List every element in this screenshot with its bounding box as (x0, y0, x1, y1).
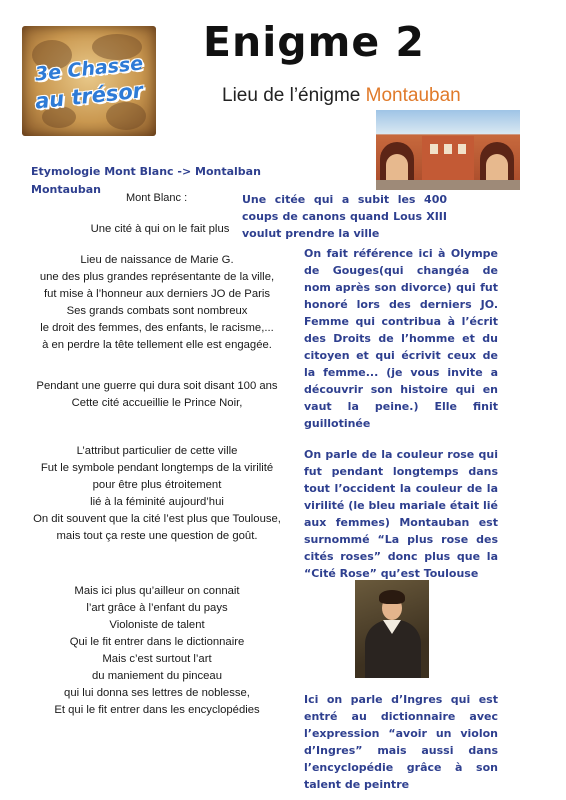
answer-siege: Une citée qui a subit les 400 coups de canons quand Lous XIII voulut prendre la ville (242, 193, 447, 240)
clue-line: Une cité à qui on le fait plus (90, 223, 230, 235)
clue-line: L’attribut particulier de cette ville (76, 445, 238, 457)
clue-block (22, 378, 292, 412)
clue-line: Mais c’est surtout l’art (102, 653, 212, 665)
clue-line: Mais ici plus qu’ailleur on connait (74, 585, 240, 597)
mont-blanc-label: Mont Blanc : (126, 192, 188, 204)
clue-line: Et qui le fit entrer dans les encyclopédies (54, 704, 260, 716)
logo-line-1: 3e Chasse (33, 52, 145, 86)
logo-line-2: au trésor (33, 78, 145, 114)
clue-block (70, 221, 250, 238)
answer-ingres: Ici on parle d’Ingres qui est entré au dictionnaire avec l’expression “avoir un violon d’Ingres” mais aussi dans l’encyclopédie grâce à son talent de peintre (304, 693, 498, 791)
clue-block (22, 583, 292, 719)
clue-line: Lieu de naissance de Marie G. (80, 254, 234, 266)
clue-line: une des plus grandes représentante de la ville, (39, 271, 275, 283)
clue-line: Violoniste de talent (109, 619, 205, 631)
clue-line: l’art grâce à l’enfant du pays (86, 602, 228, 614)
answer-olympe-de-gouges: On fait référence ici à Olympe de Gouges(qui changéa de nom après son divorce) qui fut honoré lors des derniers JO. Femme qui contribua à l’écrit des Droits de l’homme et du citoyen et qui écrivit ceux de la femme... (je vous invite a découvrir son histoire qui en vaut la peine.) Elle finit guillotinée (304, 247, 498, 430)
clue-line: à en perdre la tête tellement elle est engagée. (42, 339, 272, 351)
clue-line: Ses grands combats sont nombreux (66, 305, 248, 317)
etymology-city: Montauban (31, 183, 101, 196)
clue-line: lié à la féminité aujourd’hui (90, 496, 224, 508)
clue-block (22, 252, 292, 354)
clue-line: qui lui donna ses lettres de noblesse, (64, 687, 250, 699)
clue-line: On dit souvent que la cité l’est plus que Toulouse, (33, 513, 281, 525)
clue-line: Qui le fit entrer dans le dictionnaire (69, 636, 245, 648)
clue-line: Fut le symbole pendant longtemps de la virilité (40, 462, 274, 474)
subtitle-place: Montauban (365, 85, 461, 106)
ingres-portrait (355, 580, 429, 678)
clue-line: Pendant une guerre qui dura soit disant 100 ans (36, 380, 278, 392)
clue-line: Cette cité accueillie le Prince Noir, (71, 397, 243, 409)
etymology-line: Etymologie Mont Blanc -> Montalban (31, 165, 261, 178)
clue-line: pour être plus étroitement (92, 479, 222, 491)
subtitle-prefix: Lieu de l’énigme (222, 85, 366, 106)
answer-rose-color: On parle de la couleur rose qui fut pendant longtemps dans tout l’occident la couleur de la virilité (le bleu mariale était lié aux femmes) Montauban est surnommé “La plus rose des cités roses” donc plus que la “Cité Rose” qu’est Toulouse (304, 448, 498, 580)
clue-line: du maniement du pinceau (91, 670, 222, 682)
clue-line: fut mise à l’honneur aux derniers JO de Paris (43, 288, 271, 300)
montauban-photo (376, 110, 520, 190)
clue-block (22, 443, 292, 545)
treasure-hunt-logo (22, 26, 156, 136)
page-title: Enigme 2 (203, 18, 425, 66)
clue-line: mais tout ça reste une question de goût. (56, 530, 258, 542)
clue-line: le droit des femmes, des enfants, le racisme,... (40, 322, 274, 334)
page-subtitle (222, 85, 461, 107)
